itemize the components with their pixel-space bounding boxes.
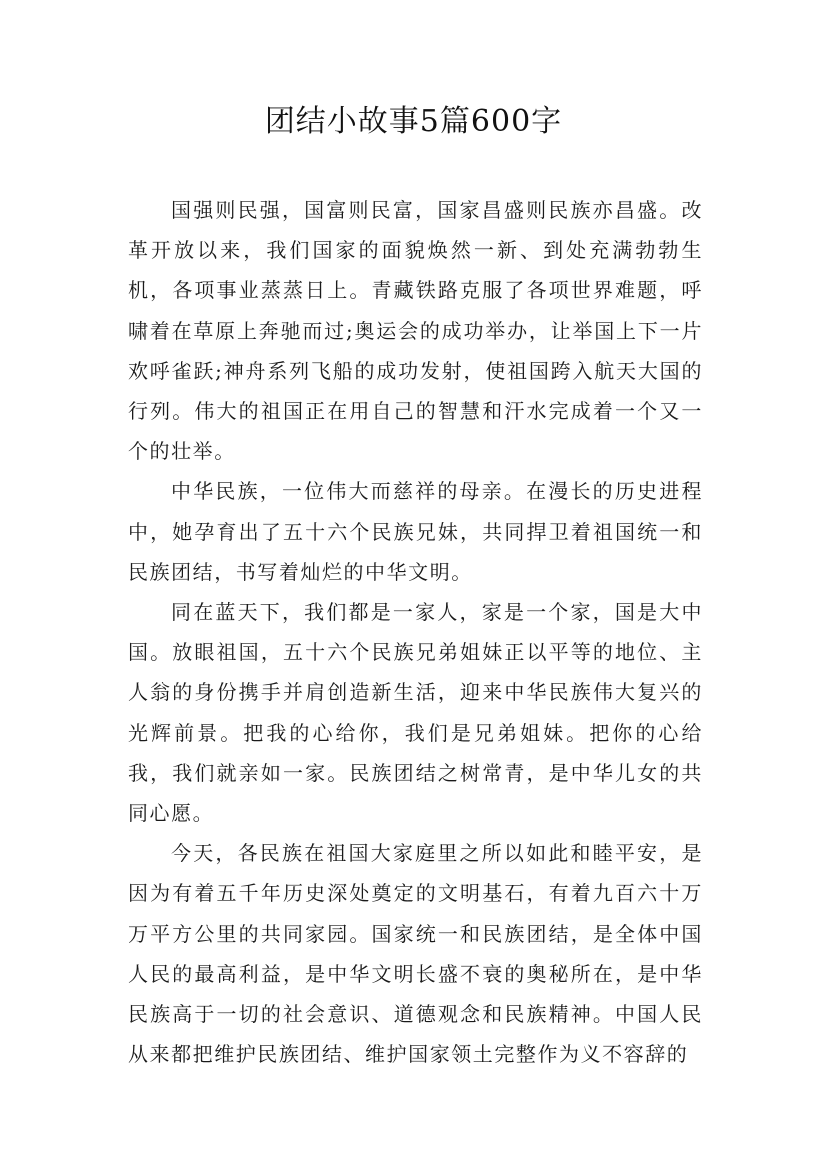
document-title: 团结小故事5篇600字 (264, 104, 563, 139)
paragraph-1: 国强则民强，国富则民富，国家昌盛则民族亦昌盛。改革开放以来，我们国家的面貌焕然一新、到处充满勃勃生机，各项事业蒸蒸日上。青藏铁路克服了各项世界难题，呼啸着在草原上奔驰而过;奥运会的成功举办，让举国上下一片欢呼雀跃;神舟系列飞船的成功发射，使祖国跨入航天大国的行列。伟大的祖国正在用自己的智慧和汗水完成着一个又一个的壮举。 (128, 198, 703, 464)
paragraph-2: 中华民族，一位伟大而慈祥的母亲。在漫长的历史进程中，她孕育出了五十六个民族兄妹，共同捍卫着祖国统一和民族团结，书写着灿烂的中华文明。 (128, 479, 703, 584)
paragraph-4: 今天，各民族在祖国大家庭里之所以如此和睦平安，是因为有着五千年历史深处奠定的文明基石，有着九百六十万万平方公里的共同家园。国家统一和民族团结，是全体中国人民的最高利益，是中华文明长盛不衰的奥秘所在，是中华民族高于一切的社会意识、道德观念和民族精神。中国人民从来都把维护民族团结、维护国家领土完整作为义不容辞的 (128, 841, 703, 1067)
paragraph-3: 同在蓝天下，我们都是一家人，家是一个家，国是大中国。放眼祖国，五十六个民族兄弟姐妹正以平等的地位、主人翁的身份携手并肩创造新生活，迎来中华民族伟大复兴的光辉前景。把我的心给你，我们是兄弟姐妹。把你的心给我，我们就亲如一家。民族团结之树常青，是中华儿女的共同心愿。 (128, 600, 703, 826)
document-body (128, 190, 703, 1074)
